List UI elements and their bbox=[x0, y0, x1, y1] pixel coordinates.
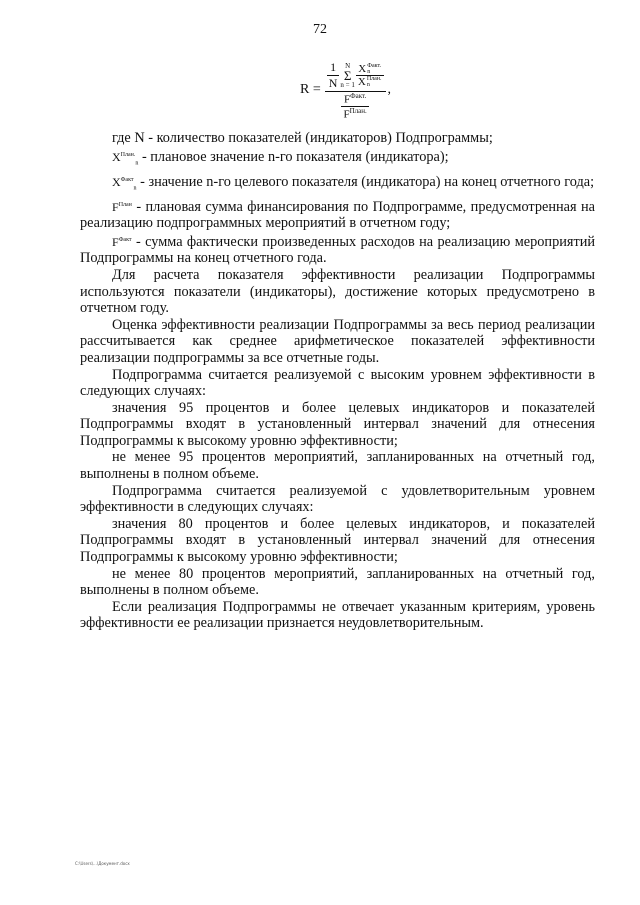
definition-x-plan: $X^{План.}_n$ - плановое значение n-го показателя (индикатора); bbox=[112, 148, 449, 166]
formula-numerator bbox=[325, 60, 386, 91]
paragraph: Подпрограмма считается реализуемой с высоким уровнем эффективности в следующих случаях: bbox=[80, 366, 595, 400]
definition-n: где N - количество показателей (индикаторов) Подпрограммы; bbox=[112, 130, 493, 146]
page-number: 72 bbox=[313, 22, 327, 37]
formula-main-fraction bbox=[325, 60, 386, 121]
paragraph: Для расчета показателя эффективности реализации Подпрограммы используются показатели (индикаторы), достижение которых предусмотрено в отчетном году. bbox=[80, 266, 595, 317]
formula-f-ratio: $\frac{F^{Факт.}}{F^{План.}}$ bbox=[343, 92, 367, 121]
paragraph: не менее 95 процентов мероприятий, запланированных на отчетный год, выполнены в полном объеме. bbox=[80, 449, 595, 483]
formula-x-ratio: X Факт. n X План. n bbox=[357, 63, 382, 88]
paragraph: Подпрограмма считается реализуемой с удовлетворительным уровнем эффективности в следующих случаях: bbox=[80, 482, 595, 516]
file-path-footer: C:\Users\...\Документ.docx bbox=[75, 861, 130, 866]
formula-sum: N Σ n = 1 bbox=[340, 61, 355, 89]
definition-f-plan: $F^{План}$ - плановая сумма финансирования по Подпрограмме, предусмотренная на реализацию подпрограммных мероприятий в отчетном году; bbox=[80, 198, 595, 232]
paragraph: Оценка эффективности реализации Подпрограммы за весь период реализации рассчитывается как среднее арифметическое показателей эффективности реализации подпрограммы за все отчетные годы. bbox=[80, 316, 595, 366]
x-fact-symbol: $X^{Факт}_n$ bbox=[112, 174, 137, 191]
formula-tail: , bbox=[387, 82, 392, 98]
f-fact-symbol: $F^{Факт}$ bbox=[112, 234, 132, 249]
document-body bbox=[80, 130, 595, 632]
paragraph: значения 95 процентов и более целевых индикаторов и показателей Подпрограммы входят в установленный интервал значений для отнесения Подпрограммы к высокому уровню эффективности; bbox=[80, 399, 595, 449]
definition-x-fact: $X^{Факт}_n$ - значение n-го целевого показателя (индикатора) на конец отчетного года; bbox=[112, 173, 595, 191]
efficiency-formula bbox=[300, 60, 391, 121]
paragraph: значения 80 процентов и более целевых индикаторов, и показателей Подпрограммы входят в установленный интервал значений для отнесения Подпрограммы к высокому уровню эффективности; bbox=[80, 515, 595, 566]
formula-denominator bbox=[339, 92, 370, 121]
paragraph: не менее 80 процентов мероприятий, запланированных на отчетный год, выполнены в полном объеме. bbox=[80, 565, 595, 599]
paragraph: Если реализация Подпрограммы не отвечает указанным критериям, уровень эффективности ее реализации признается неудовлетворительным. bbox=[80, 598, 595, 632]
definition-f-fact: $F^{Факт}$ - сумма фактически произведенных расходов на реализацию мероприятий Подпрограммы на конец отчетного года. bbox=[80, 233, 595, 267]
x-plan-symbol: $X^{План.}_n$ bbox=[112, 149, 139, 166]
formula-lhs: R = bbox=[300, 82, 321, 98]
formula-one-over-n: $\frac{1}{N}$ bbox=[328, 60, 338, 90]
f-plan-symbol: $F^{План}$ bbox=[112, 199, 132, 214]
